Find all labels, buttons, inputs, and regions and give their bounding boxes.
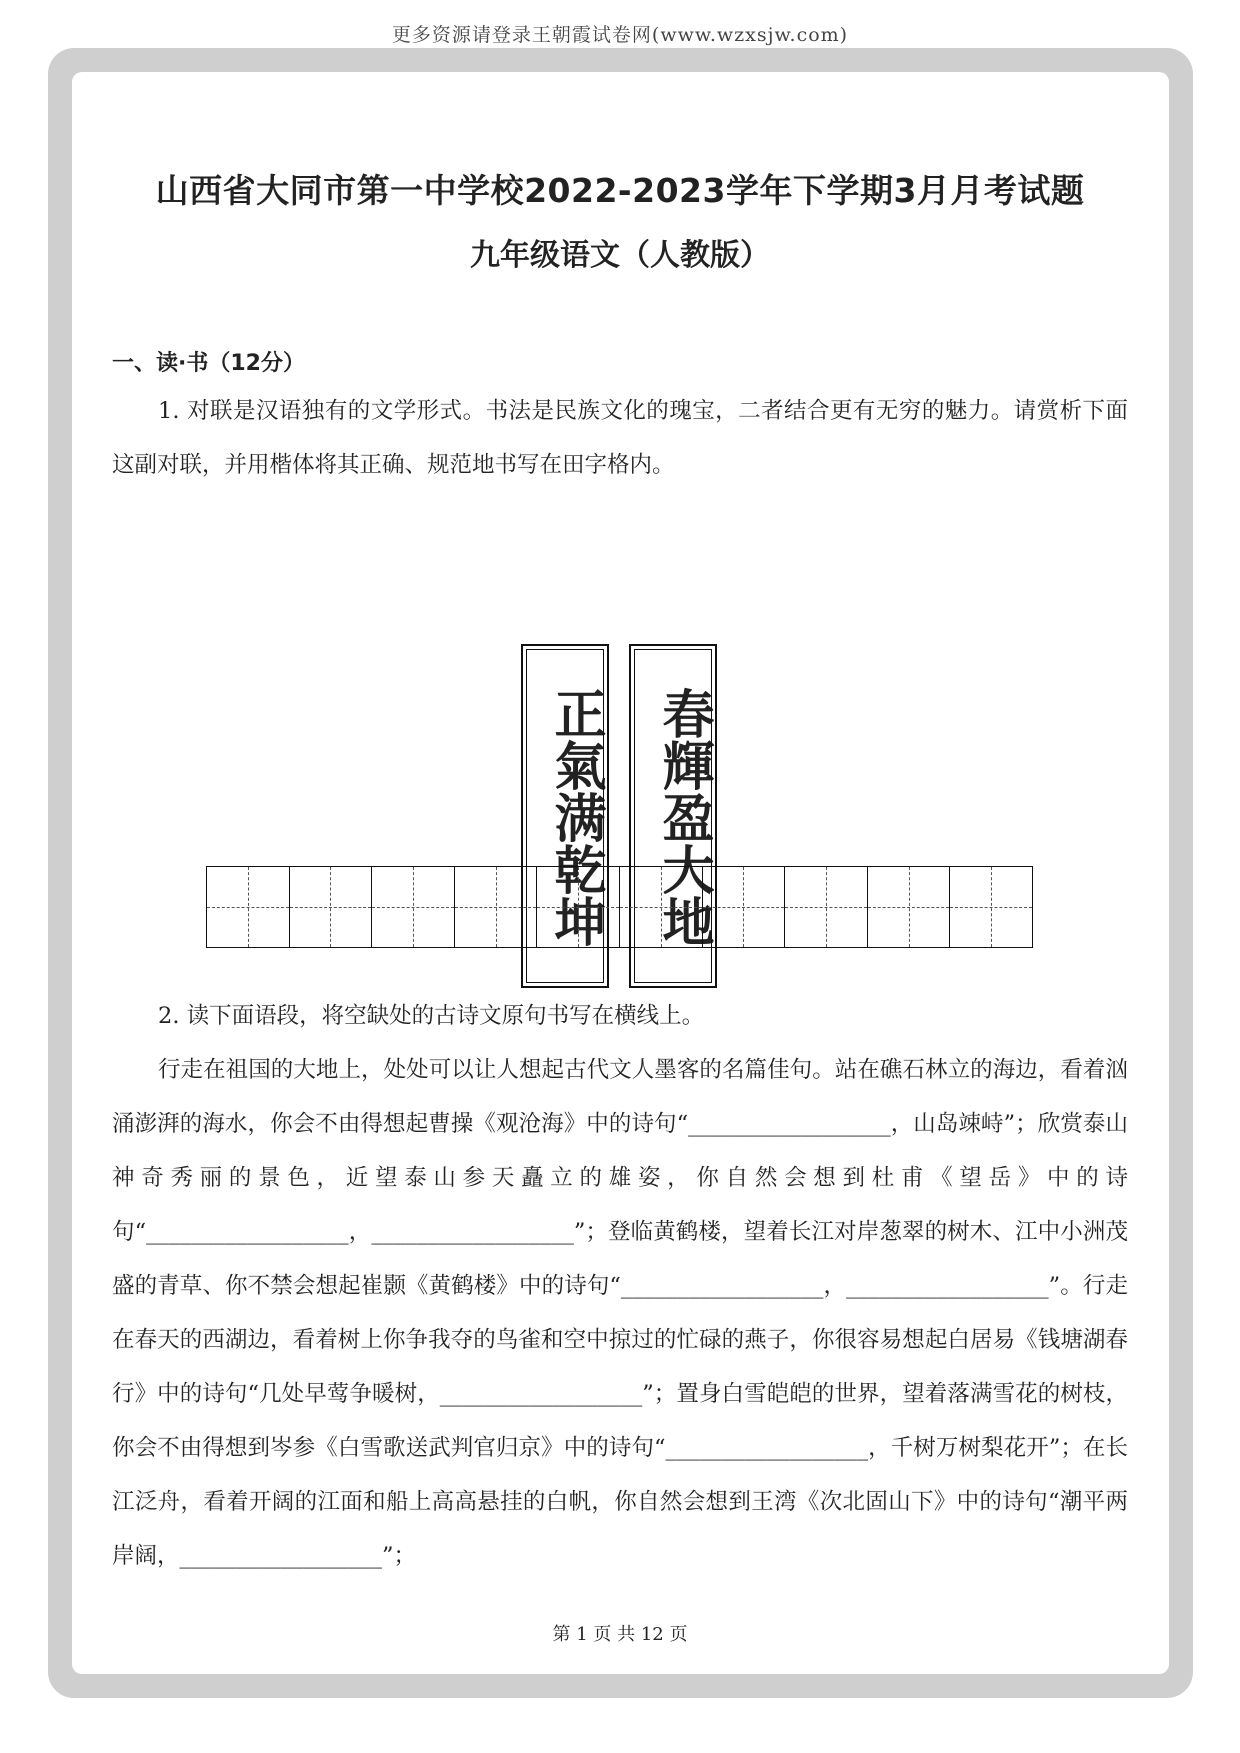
question-2-text: 2. 读下面语段，将空缺处的古诗文原句书写在横线上。 bbox=[158, 1003, 705, 1029]
grid-cell[interactable] bbox=[867, 867, 950, 947]
exam-subtitle: 九年级语文（人教版） bbox=[470, 238, 770, 273]
couplet-right-text: 春輝盈大地 bbox=[653, 687, 714, 947]
tianzige-writing-grid[interactable] bbox=[206, 866, 1033, 948]
grid-cell[interactable] bbox=[207, 867, 289, 947]
section-heading: 一、读·书（12分） bbox=[112, 351, 305, 376]
couplet-left-text: 正氣满乾坤 bbox=[545, 687, 606, 947]
grid-cell[interactable] bbox=[536, 867, 619, 947]
grid-cell[interactable] bbox=[949, 867, 1032, 947]
grid-cell[interactable] bbox=[454, 867, 537, 947]
grid-cell[interactable] bbox=[619, 867, 702, 947]
grid-cell[interactable] bbox=[371, 867, 454, 947]
question-1-text: 1. 对联是汉语独有的文学形式。书法是民族文化的瑰宝，二者结合更有无穷的魅力。请赏析下面这副对联，并用楷体将其正确、规范地书写在田字格内。 bbox=[112, 398, 1128, 478]
exam-title: 山西省大同市第一中学校2022-2023学年下学期3月月考试题 bbox=[155, 171, 1085, 210]
grid-cell[interactable] bbox=[289, 867, 372, 947]
question-2-passage: 行走在祖国的大地上，处处可以让人想起古代文人墨客的名篇佳句。站在礁石林立的海边，看着汹涌澎湃的海水，你会不由得想起曹操《观沧海》中的诗句“__________________，山岛竦峙”；欣赏泰山神奇秀丽的景色，近望泰山参天矗立的雄姿，你自然会想到杜甫《望岳》中的诗句“__________________，__________________”；登临黄鹤楼，望着长江对岸葱翠的树木、江中小洲茂盛的青草、你不禁会想起崔颢《黄鹤楼》中的诗句“__________________，__________________”。行走在春天的西湖边，看着树上你争我夺的鸟雀和空中掠过的忙碌的燕子，你很容易想起白居易《钱塘湖春行》中的诗句“几处早莺争暖树，__________________”；置身白雪皑皑的世界，望着落满雪花的树枝，你会不由得想到岑参《白雪歌送武判官归京》中的诗句“__________________，千树万树梨花开”；在长江泛舟，看着开阔的江面和船上高高悬挂的白帆，你自然会想到王湾《次北固山下》中的诗句“潮平两岸阔，__________________”； bbox=[112, 1057, 1128, 1569]
page-footer: 第 1 页 共 12 页 bbox=[552, 1624, 688, 1645]
grid-cell[interactable] bbox=[784, 867, 867, 947]
grid-cell[interactable] bbox=[702, 867, 785, 947]
site-banner: 更多资源请登录王朝霞试卷网(www.wzxsjw.com) bbox=[391, 24, 849, 46]
